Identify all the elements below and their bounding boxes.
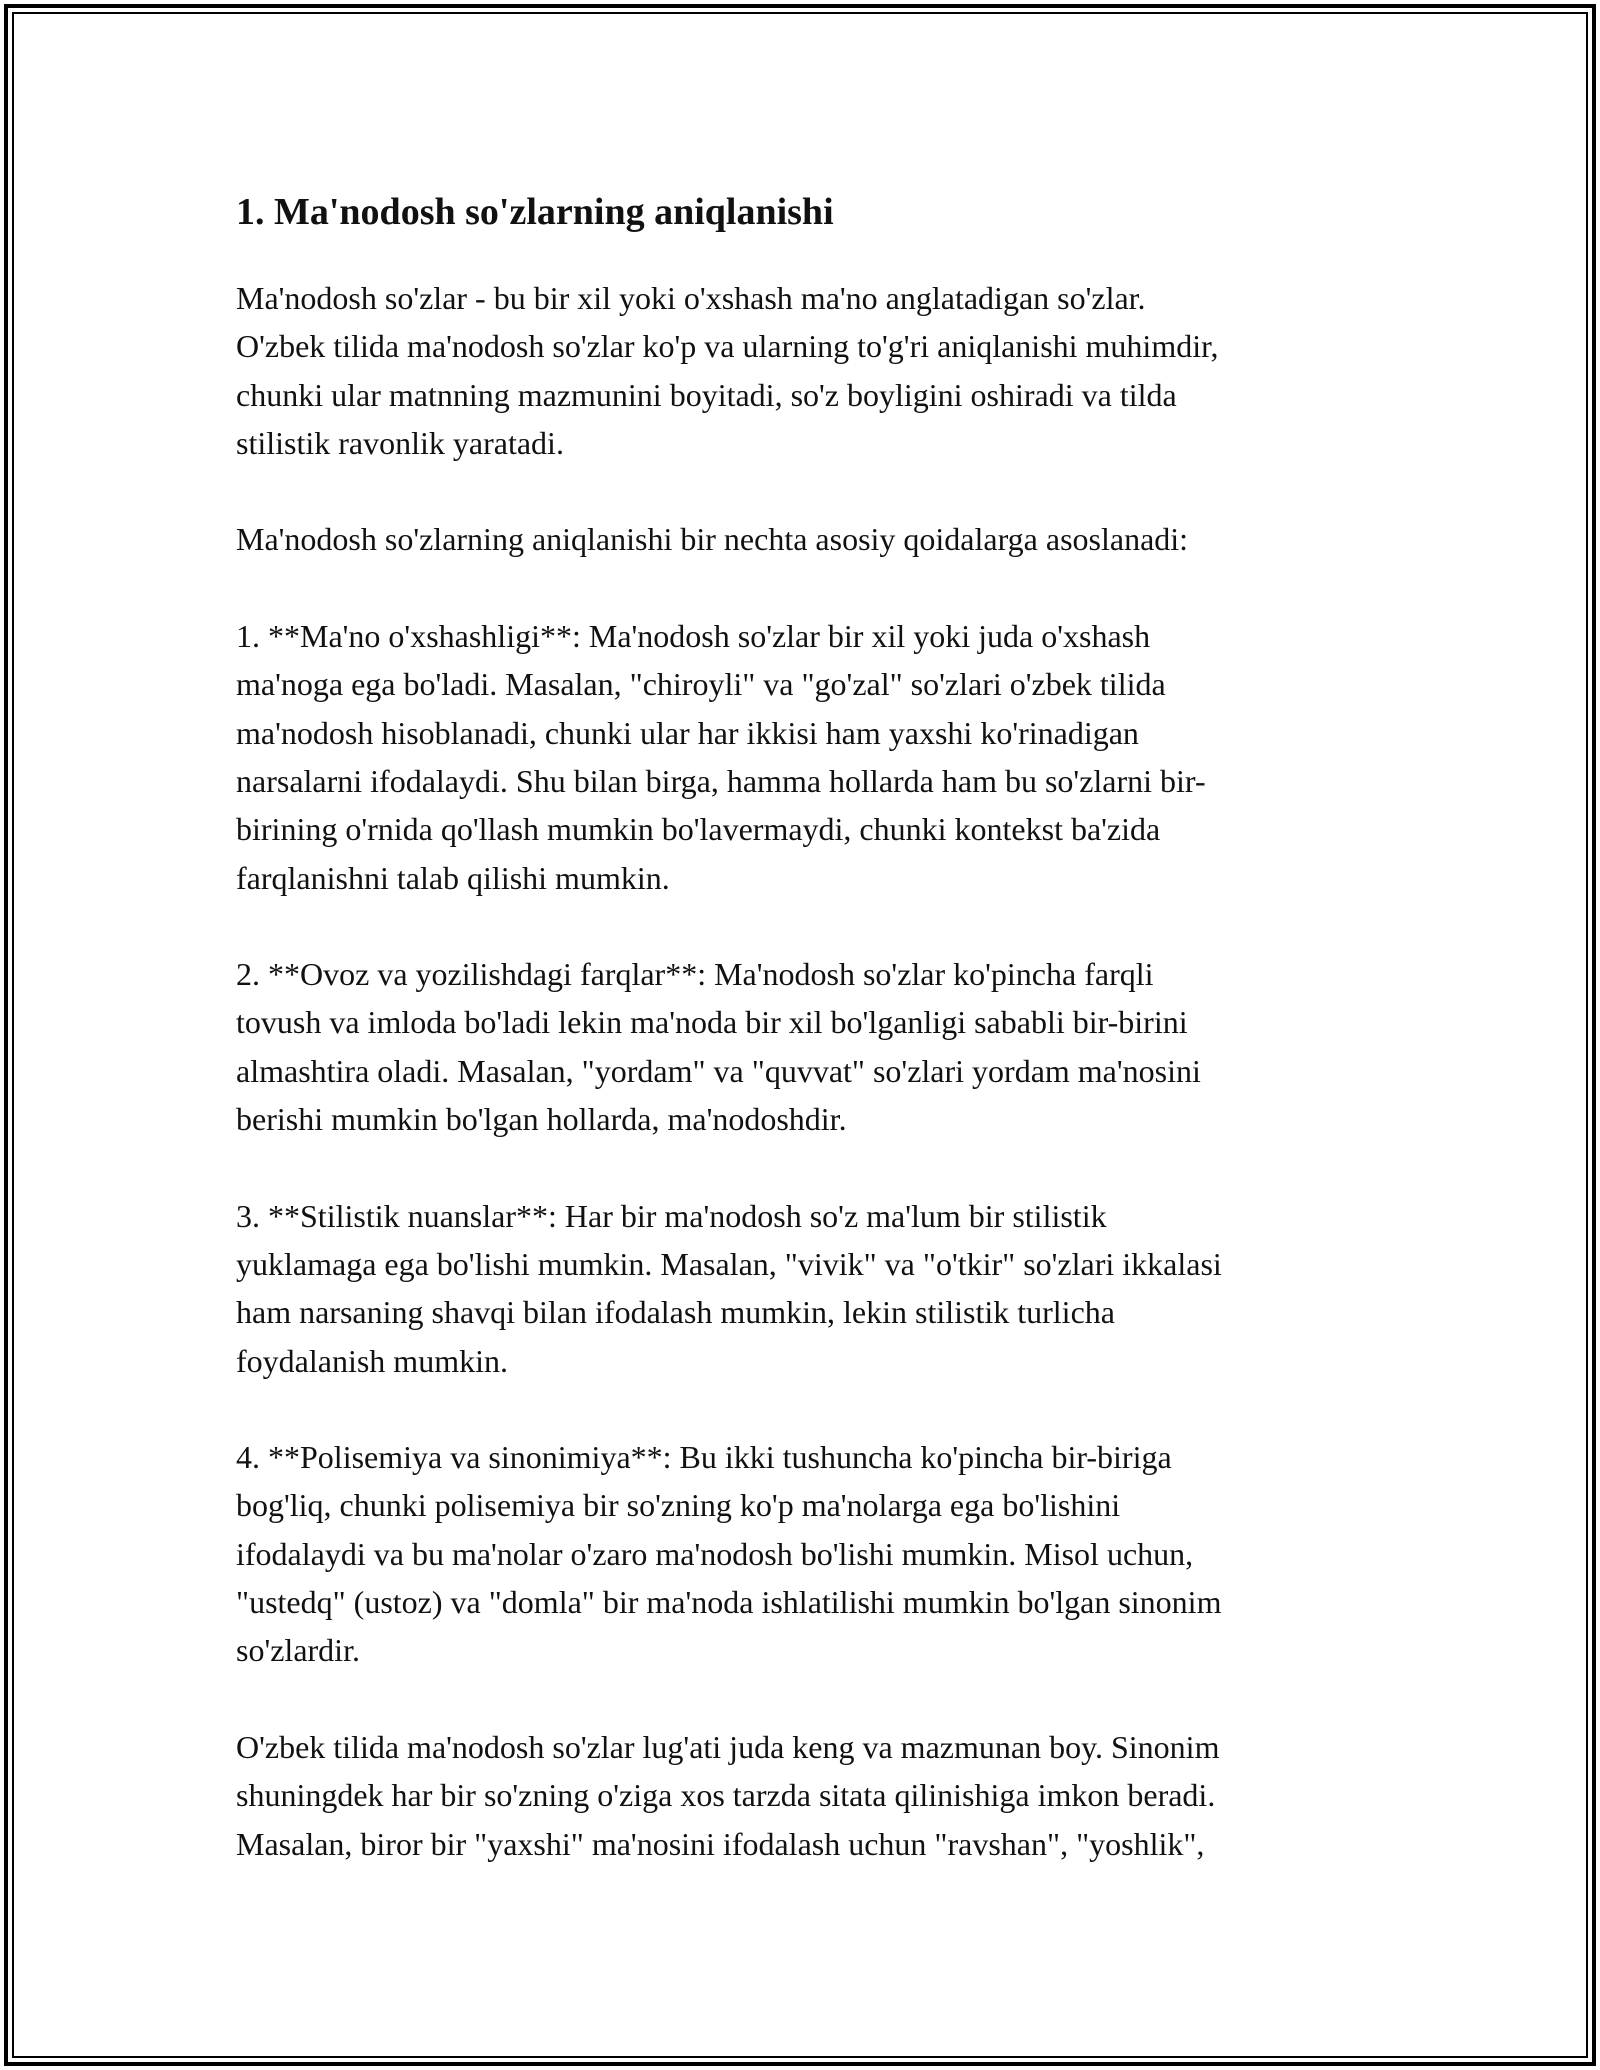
paragraph-rules-intro: Ma'nodosh so'zlarning aniqlanishi bir nechta asosiy qoidalarga asoslanadi: <box>236 521 1189 558</box>
paragraph-intro: Ma'nodosh so'zlar - bu bir xil yoki o'xshash ma'no anglatadigan so'zlar. O'zbek tilida ma'nodosh so'zlar ko'p va ularning to'g'ri aniqlanishi muhimdir, chunki ular matnning mazmunini boyitadi, so'z boyligini oshiradi va tilda stilistik ravonlik yaratadi. <box>236 280 1219 461</box>
paragraph-rule-1: 1. **Ma'no o'xshashligi**: Ma'nodosh so'zlar bir xil yoki juda o'xshash ma'noga ega bo'ladi. Masalan, "chiroyli" va "go'zal" so'zlari o'zbek tilida ma'nodosh hisoblanadi, chunki ular har ikkisi ham yaxshi ko'rinadigan narsalarni ifodalaydi. Shu bilan birga, hamma hollarda ham bu so'zlarni bir- birining o'rnida qo'llash mumkin bo'lavermaydi, chunki kontekst ba'zida farqlanishni talab qilishi mumkin. <box>236 618 1206 896</box>
paragraph-rule-4: 4. **Polisemiya va sinonimiya**: Bu ikki tushuncha ko'pincha bir-biriga bog'liq, chunki polisemiya bir so'zning ko'p ma'nolarga ega bo'lishini ifodalaydi va bu ma'nolar o'zaro ma'nodosh bo'lishi mumkin. Misol uchun, "ustedq" (ustoz) va "domla" bir ma'noda ishlatilishi mumkin bo'lgan sinonim so'zlardir. <box>236 1439 1222 1669</box>
paragraph-closing: O'zbek tilida ma'nodosh so'zlar lug'ati juda keng va mazmunan boy. Sinonim shuningdek har bir so'zning o'ziga xos tarzda sitata qilinishiga imkon beradi. Masalan, biror bir "yaxshi" ma'nosini ifodalash uchun "ravshan", "yoshlik", <box>236 1728 1220 1862</box>
document-title: 1. Ma'nodosh so'zlarning aniqlanishi <box>236 191 834 233</box>
document-body <box>236 184 1376 1868</box>
paragraph-rule-2: 2. **Ovoz va yozilishdagi farqlar**: Ma'nodosh so'zlar ko'pincha farqli tovush va imloda bo'ladi lekin ma'noda bir xil bo'lganligi sababli bir-birini almashtira oladi. Masalan, "yordam" va "quvvat" so'zlari yordam ma'nosini berishi mumkin bo'lgan hollarda, ma'nodoshdir. <box>236 956 1201 1138</box>
paragraph-rule-3: 3. **Stilistik nuanslar**: Har bir ma'nodosh so'z ma'lum bir stilistik yuklamaga ega bo'lishi mumkin. Masalan, "vivik" va "o'tkir" so'zlari ikkalasi ham narsaning shavqi bilan ifodalash mumkin, lekin stilistik turlicha foydalanish mumkin. <box>236 1197 1222 1379</box>
